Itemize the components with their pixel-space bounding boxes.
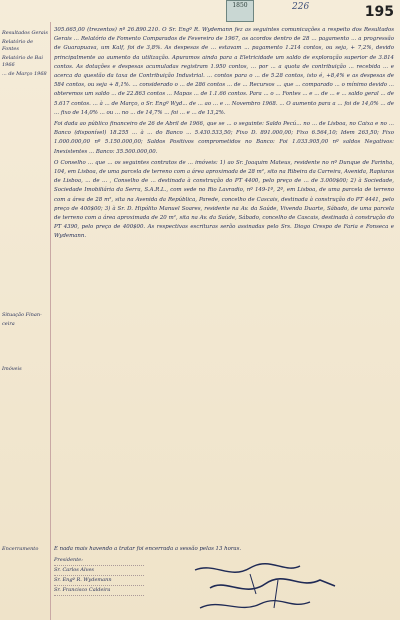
margin-note-property: Imóveis bbox=[2, 366, 22, 372]
margin-notes bbox=[2, 30, 48, 80]
minutes-body bbox=[54, 26, 394, 242]
page-number: 195 bbox=[364, 4, 394, 20]
fiscal-stamp: 1850 bbox=[226, 0, 254, 22]
paragraph-property: O Conselho ... que ... os seguintes contratos de ... imóveis: 1) ao Sr. Joaquim Mateus, residente no nº Dunque de Farinha, 104, em Lisboa, de uma parcela de terreno com a área aproximada de 28 m², sito na Ribeira da Carreira, Avenida, Rapiuras de Lisboa, ... de ... , Conselho de ... destinada à construção do PT 4400, pelo preço de ... de 3.000$00; 2) à Sociedade, Sociedade Imobiliária da Serra, S.A.R.L., com sede no Rio Lavradio, nº 149-1º, 2º, em Lisboa, de uma parcela de terreno com a área de 28 m², sita na Avenida da República, Parede, concelho de Cascais, destinada à construção do PT 4441, pelo preço de 400$00; 3) à Sr. D. Hipólito Manuel Soares, residente na Av. da Saúde, Vivenda Duarte, Sábado, de uma parcela de terreno com a área aproximada de 20 m², sita na Av. da Saúde, Sábado, concelho de Cascais, destinada à construção do PT 4390, pelo preço de 400$00. As respectivas escrituras serão assinadas pelo Srs. Diogo Crespo de Faria e Fonseca e Wydemann. bbox=[54, 159, 394, 240]
closing-line: E nada mais havendo a tratar foi encerrada a sessão pelas 13 horas. bbox=[54, 546, 242, 552]
margin-note-financial: Situação Finan- ceira bbox=[2, 312, 42, 327]
margin-note-results: Resultados Gerais Relatório de Fontes Relatório de Bai 1966 ... de Março 1968 bbox=[2, 30, 48, 77]
signatures bbox=[190, 560, 350, 616]
margin-rule bbox=[50, 22, 51, 620]
attendee-line: Sr. Engº R. Wydemann bbox=[54, 576, 144, 586]
attendee-line: Presidente: bbox=[54, 556, 144, 566]
attendee-line: Sr. Carlos Alves bbox=[54, 566, 144, 576]
paragraph-financial: Foi dada ao público financeiro de 26 de Abril de 1966, que se ... o seguinte: Saldo Pecú... no ... de Lisboa, no Caixa e no ... Banco (disponível) 18.255 ... à ... do Banco ... 5.430.533,50; Fixo D. 891.000,00; Fixo 6.564,10; Idem 263,50; Fixo 1.000.000,00 nº 5.150.000,00; Saldos Positivos comprometidos no Banco: Foi 1.033.905,00 nº saldos Negativos: Inexistentes ... Banco: 35.500.000,00. bbox=[54, 121, 394, 155]
paragraph-results: 305.665,00 (trezentos) nº 26.890.210. O Sr. Engº R. Wydemann fez as seguintes comunicações a respeito dos Resultados Gerais ... Relatório de Fomento Comparados de Fevereiro de 1967, os acordos dentro de 28 ... pagamento ... a progressão de Guarapuava, um Kalf, foi de 3,8%. As despesas de ... estavam ... pagamento 1.214 contos, ou seja, + 7,2%, devido principalmente ao aumento da utilização. Apuramos ainda para a Eletricidade um saldo de exploração superior de 3.814 contos. As dotações e despesas acumuladas registram 1.950 contos, ... por ... a quota de contribuição ... recebida ... e acerca da questão da taxa de Contribuição Industrial. ... contos para o ... de 5.28 contos, isto é, +8,4% e as despesas de 584 contos, ou seja + 8,1%. ... considerado o ... de 286 contos ... de ... Recursos ... que ... comparado ... o mínimo devido ... obteremos um saldo ... de 22.863 contos ... Mapas ... de 1.1.66 contos. Para ... o ... Fontes ... e ... de ... e ... saldo geral ... de 5.617 contos. ... à ... de Março, o Sr. Engº Wyd... de ... ao ... e ... Novembro 1968. ... O aumento para a ... foi de 14,0% ... de ... fixo de 14,0% ... ou ... no ... de 14,7% ... foi ... e ... de 13,2%. bbox=[54, 27, 394, 116]
handwritten-mark: 226 bbox=[292, 2, 310, 12]
attendee-line: Sr. Francisco Caldeira bbox=[54, 586, 144, 596]
margin-note-closing: Encerramento bbox=[2, 546, 39, 552]
attendee-list bbox=[54, 556, 144, 596]
